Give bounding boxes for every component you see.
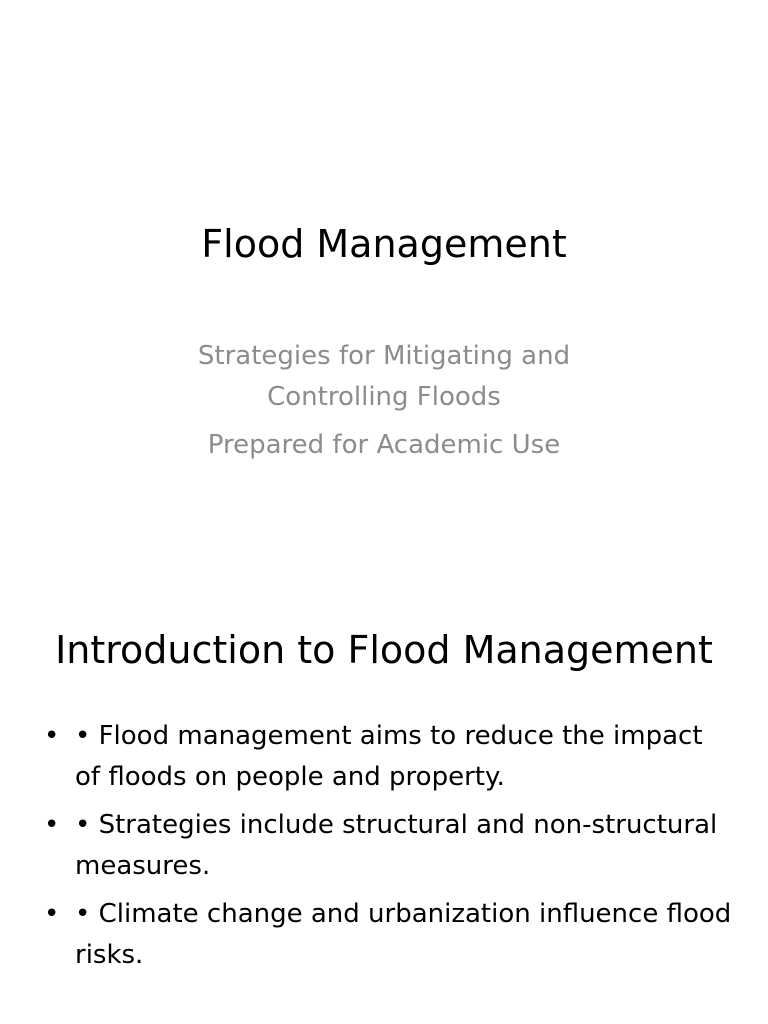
content-slide [0, 576, 768, 1024]
list-item [44, 805, 734, 887]
slide-subtitle [134, 336, 634, 466]
bullet-text: • Strategies include structural and non-structural measures. [75, 810, 718, 881]
slide-heading: Introduction to Flood Management [55, 628, 713, 672]
bullet-text: • Flood management aims to reduce the impact of floods on people and property. [75, 721, 703, 792]
slide-title: Flood Management [201, 222, 567, 266]
bullet-marker: • [44, 899, 60, 929]
bullet-list [44, 716, 734, 983]
list-item [44, 894, 734, 976]
subtitle-line: Prepared for Academic Use [207, 430, 561, 460]
list-item [44, 716, 734, 798]
bullet-text: • Climate change and urbanization influence flood risks. [75, 899, 732, 970]
subtitle-line: Strategies for Mitigating and Controlling Floods [197, 341, 571, 412]
bullet-marker: • [44, 721, 60, 751]
bullet-marker: • [44, 810, 60, 840]
